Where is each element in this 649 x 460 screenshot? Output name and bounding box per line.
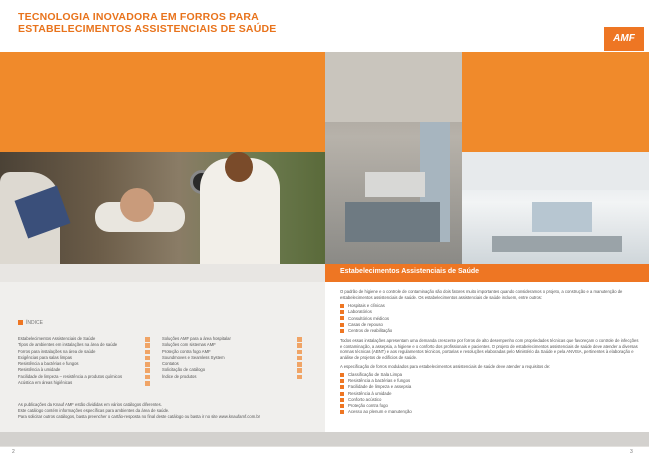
list-item-label: Classificação de Sala Limpa — [348, 372, 402, 378]
bullet-square-icon — [340, 404, 344, 408]
list-item-label: Casas de repouso — [348, 321, 383, 327]
list-item-label: Acesso ao plenum e manutenção — [348, 409, 412, 415]
list-item-label: Conforto acústico — [348, 396, 382, 402]
index-item-label: Soundmoves e Seamless System — [162, 354, 225, 360]
index-heading — [18, 320, 43, 326]
page-ref-icon — [145, 375, 150, 380]
list-item-label: Facilidade de limpeza e assepsia — [348, 384, 412, 390]
body-text — [340, 289, 640, 419]
list-item-label: Laboratórios — [348, 309, 372, 315]
photo-lab-desk — [492, 236, 622, 252]
page-ref-icon — [145, 368, 150, 373]
photo-lab-ceiling — [462, 152, 649, 190]
footer-divider — [0, 446, 649, 447]
list-item-label: Proteção contra fogo — [348, 403, 388, 409]
list-item-label: Resistência a bactérias e fungos — [348, 378, 411, 384]
page-number-right: 3 — [630, 449, 633, 455]
index-item-label: Acústica em áreas higiênicas — [18, 380, 73, 386]
list-item-label: Consultórios médicos — [348, 315, 390, 321]
index-item-label: Soluções AMF para a área hospitalar — [162, 336, 231, 341]
index-item-label: Soluções com sistemas AMF — [162, 342, 216, 348]
index-column-1 — [18, 336, 140, 386]
section-title: Estabelecimentos Assistenciais de Saúde — [340, 268, 480, 275]
page-ref-icon — [297, 350, 302, 355]
index-item-label: Tipos de ambientes em instalações na área de saúde — [18, 342, 118, 348]
page-ref-icon — [145, 343, 150, 348]
page-ref-icon — [145, 337, 150, 342]
requirements-list — [340, 372, 640, 415]
page-ref-icon — [297, 375, 302, 380]
page-ref-icon — [297, 343, 302, 348]
list-item-label: Centros de reabilitação — [348, 327, 393, 333]
bullet-square-icon — [340, 385, 344, 389]
index-item-label: Proteção contra fogo AMF — [162, 348, 211, 354]
page-ref-icon — [297, 362, 302, 367]
page-title — [18, 11, 318, 35]
index-heading-label: ÍNDICE — [26, 320, 43, 326]
index-item-label: Estabelecimentos Assistenciais de Saúde — [18, 336, 96, 341]
page-ref-icon — [297, 368, 302, 373]
photo-nurse-head — [225, 152, 253, 182]
bullet-square-icon — [340, 329, 344, 333]
index-item-label: Contatos — [162, 361, 179, 367]
page-ref-icon — [297, 356, 302, 361]
index-item-label: Índice de produtos — [162, 373, 197, 379]
header — [0, 0, 649, 52]
index-item-label: Exigências para salas limpas — [18, 354, 72, 360]
amf-logo: AMF — [604, 27, 644, 51]
bullet-square-icon — [340, 379, 344, 383]
footer-bar — [0, 432, 649, 446]
specification-paragraph: A especificação de forros modulados para estabelecimentos assistenciais de saúde deve atender a requisitos de: — [340, 363, 551, 369]
bullet-square-icon — [340, 392, 344, 396]
photo-ceiling — [325, 52, 462, 122]
index-item[interactable] — [18, 380, 140, 386]
bullet-square-icon — [340, 316, 344, 320]
index-item-label: Resistência à umidade — [18, 367, 61, 373]
intro-paragraph: O padrão de higiene e o controle de contaminação são dois fatores muito importantes quando consideramos o projeto, a construção e a manutenção de estabelecimentos assistenciais de saúde. Os estabelecimentos assistenciais de saúde incluem, entre outros: — [340, 289, 623, 300]
index-item-label: Resistência a bactérias e fungos — [18, 361, 79, 367]
bullet-square-icon — [340, 398, 344, 402]
list-item-label: Resistência à umidade — [348, 390, 392, 396]
photo-hospital-room — [325, 52, 462, 264]
grey-strip — [0, 264, 325, 282]
index-square-icon — [18, 320, 23, 325]
index-item-label: Facilidade de limpeza – resistência a produtos químicos — [18, 373, 123, 379]
bullet-square-icon — [340, 310, 344, 314]
photo-laboratory — [462, 152, 649, 264]
index-column-2 — [162, 336, 284, 380]
page-ref-icon — [297, 337, 302, 342]
bullet-square-icon — [340, 373, 344, 377]
orange-band-right — [462, 52, 649, 152]
list-item-label: Hospitais e clínicas — [348, 303, 385, 309]
bullet-square-icon — [340, 410, 344, 414]
title-line-2: ESTABELECIMENTOS ASSISTENCIAIS DE SAÚDE — [18, 23, 277, 35]
page-ref-icon — [145, 362, 150, 367]
photo-bed — [345, 202, 440, 242]
bullet-square-icon — [340, 304, 344, 308]
photo-lab-window — [532, 202, 592, 232]
photo-patient-care — [0, 152, 325, 264]
index-item[interactable] — [162, 374, 284, 380]
list-item — [340, 409, 640, 415]
catalog-note — [18, 402, 318, 420]
index-item-label: Solicitação de catálogo — [162, 367, 206, 373]
photo-patient — [120, 188, 154, 222]
page-number-left: 2 — [12, 449, 15, 455]
bullet-square-icon — [340, 323, 344, 327]
page-ref-icon — [145, 381, 150, 386]
list-item — [340, 328, 640, 334]
index-item-label: Forros para instalações na área de saúde — [18, 348, 96, 354]
facility-list — [340, 303, 640, 334]
title-line-1: TECNOLOGIA INOVADORA EM FORROS PARA — [18, 11, 259, 23]
note-line: As publicações da Knauf AMF estão divididas em vários catálogos diferentes. — [18, 402, 162, 407]
requirements-paragraph: Todos essas instalações apresentam uma demanda crescente por forros de alto desempenho com propriedades técnicas que favoreçam o controle de infecções e contaminação, a assepsia, a higiene e o conforto dos profissionais e pacientes. O projeto de estabelecimentos assistenciais de saúde deve atender a diversas normas técnicas (ABNT) e aos regulamentos técnicos, portarias e resoluções elaboradas pelo Ministério da Saúde e pela ANVISA, pertinentes à elaboração e análise de projetos de edifícios de saúde. — [340, 338, 639, 360]
photo-bed-sheet — [365, 172, 425, 197]
note-line: Este catálogo contém informações específicas para ambientes da área de saúde. — [18, 408, 170, 413]
page-ref-icon — [145, 350, 150, 355]
note-line: Para solicitar outros catálogos, basta preencher o cartão-resposta no final deste catálogo ou basta ir no site www.knaufamf.com.br — [18, 414, 261, 419]
page-ref-icon — [145, 356, 150, 361]
